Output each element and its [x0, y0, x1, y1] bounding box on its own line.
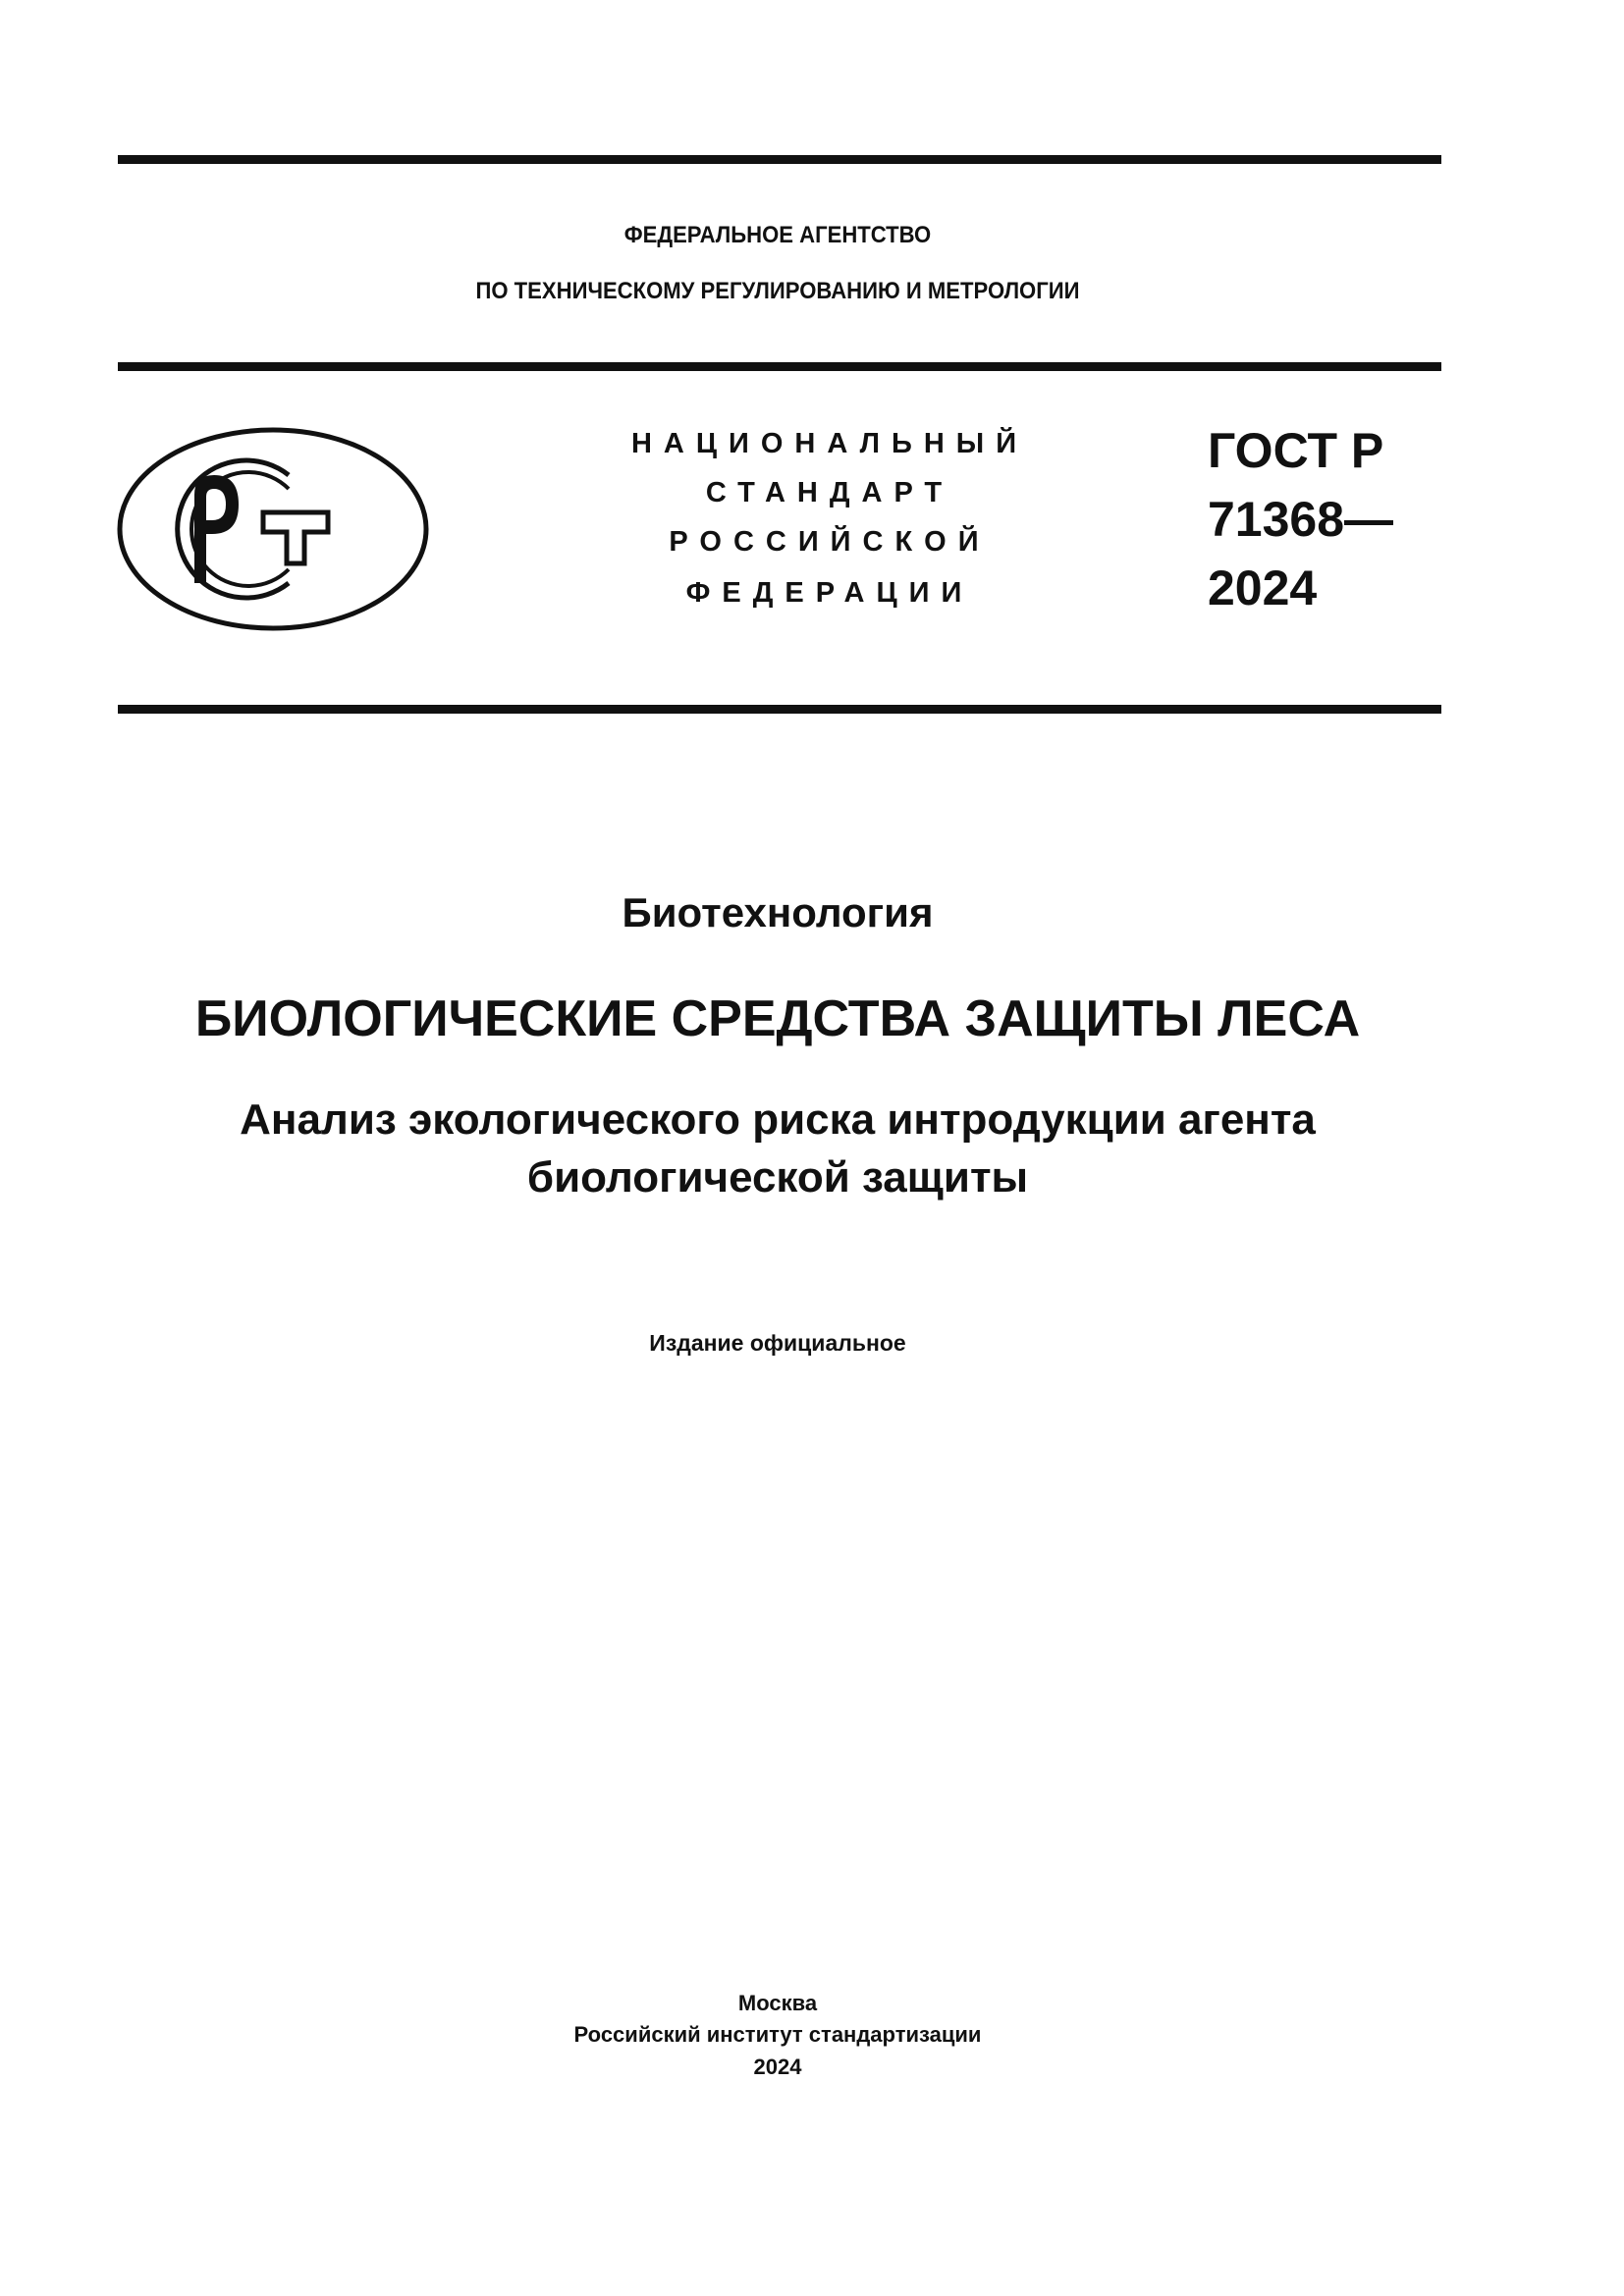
imprint-city: Москва: [737, 1991, 818, 2015]
title-category: Биотехнология: [622, 889, 934, 935]
title-subtitle-1: Анализ экологического риска интродукции агента: [240, 1095, 1316, 1144]
agency-line-1: ФЕДЕРАЛЬНОЕ АГЕНТСТВО: [623, 222, 932, 248]
designation-line-1: ГОСТ Р: [1208, 423, 1384, 478]
standard-type-line-1: НАЦИОНАЛЬНЫЙ: [630, 428, 1029, 459]
designation-line-3: 2024: [1208, 561, 1318, 615]
imprint-year: 2024: [753, 2055, 802, 2079]
header-rule: [118, 362, 1441, 371]
standard-type-line-3: РОССИЙСКОЙ: [669, 526, 991, 558]
top-rule: [118, 155, 1441, 164]
title-subtitle-2: биологической защиты: [526, 1153, 1029, 1201]
agency-line-2: ПО ТЕХНИЧЕСКОМУ РЕГУЛИРОВАНИЮ И МЕТРОЛОГИИ: [475, 278, 1080, 304]
title-main: БИОЛОГИЧЕСКИЕ СРЕДСТВА ЗАЩИТЫ ЛЕСА: [194, 990, 1361, 1047]
rst-mark-logo: [116, 426, 430, 632]
standard-type-line-4: ФЕДЕРАЦИИ: [685, 577, 974, 609]
standard-designation: [1208, 416, 1393, 622]
imprint-publisher: Российский институт стандартизации: [573, 2022, 982, 2047]
edition-label: Издание официальное: [649, 1330, 906, 1356]
designation-line-2: 71368—: [1208, 492, 1394, 547]
standard-type-line-2: СТАНДАРТ: [705, 477, 954, 508]
section-rule: [118, 705, 1441, 714]
